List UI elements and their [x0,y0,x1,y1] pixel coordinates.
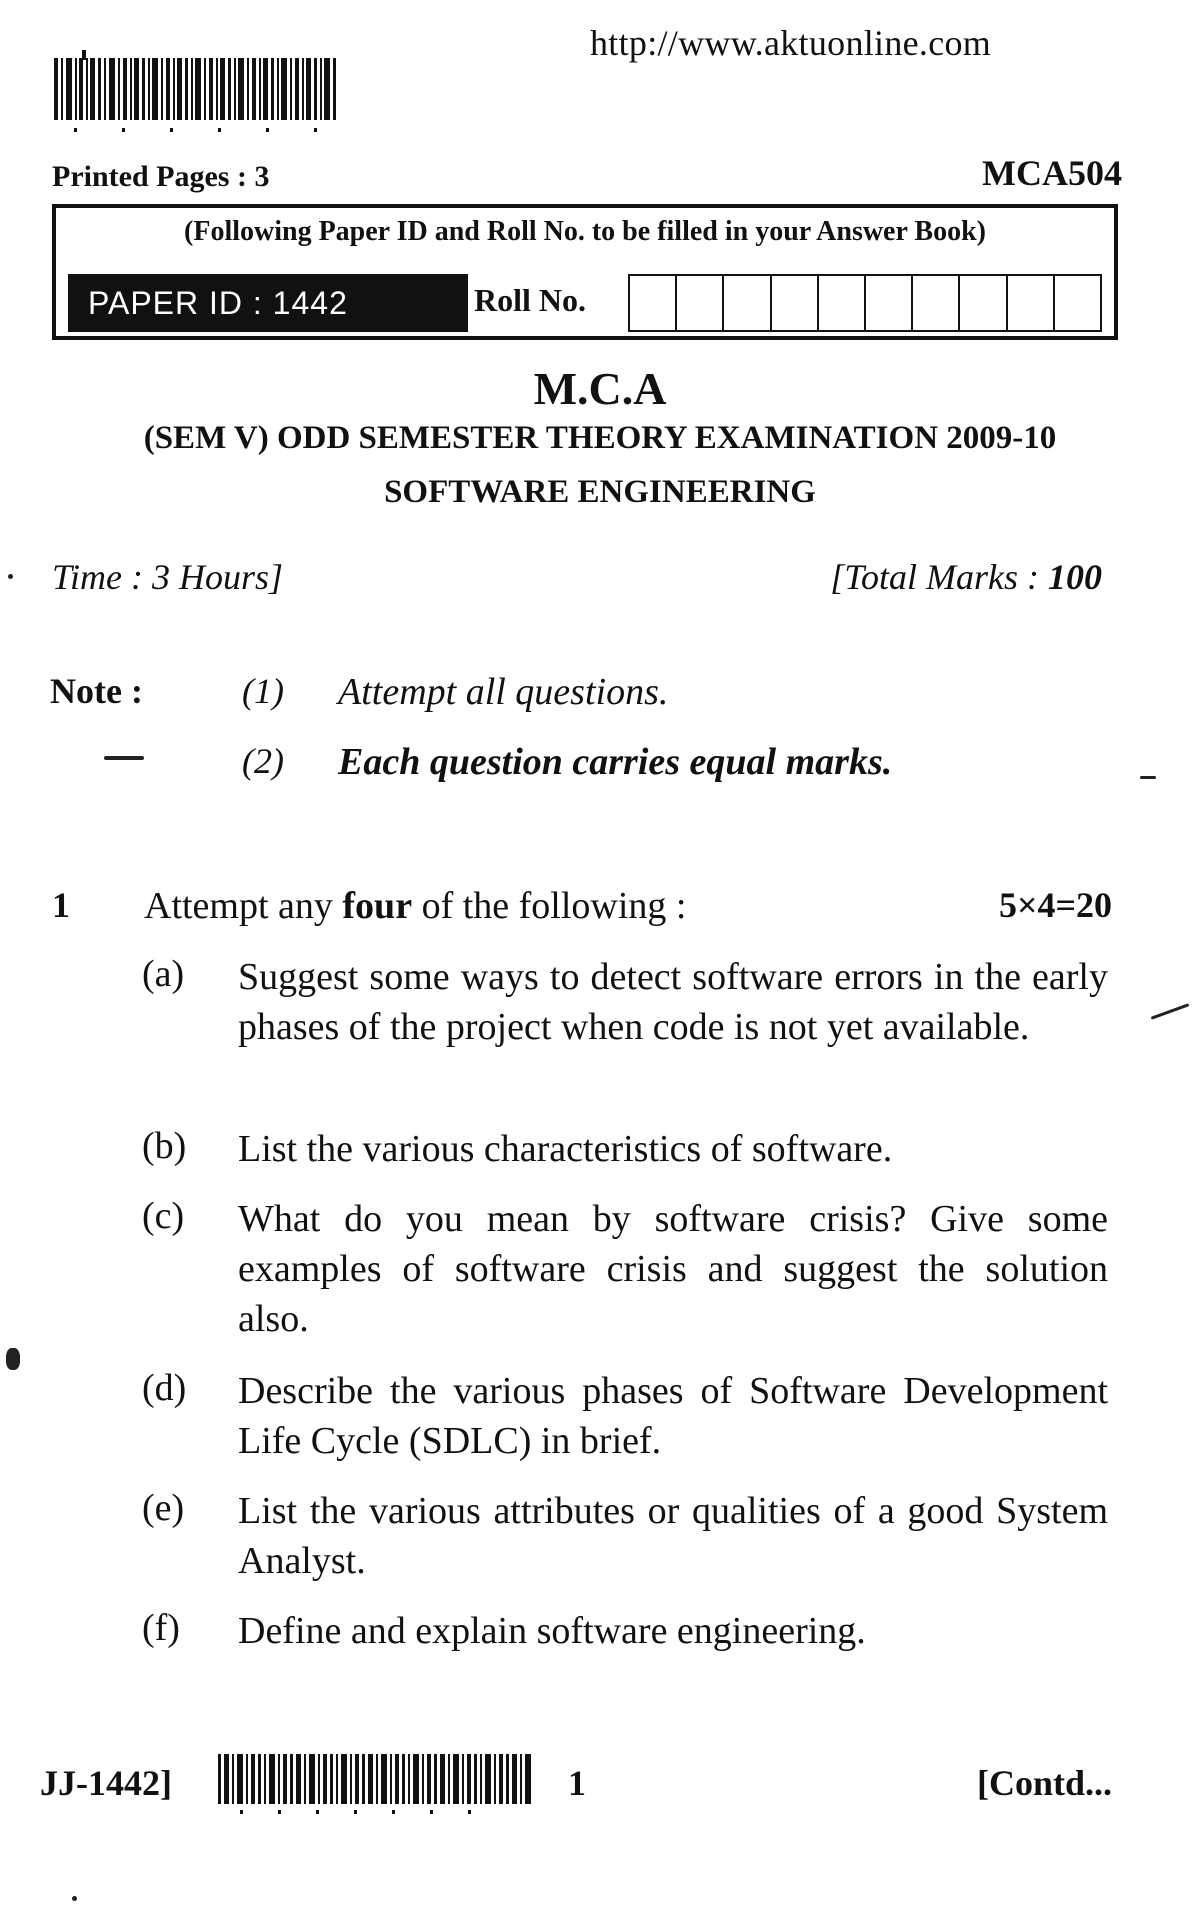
total-marks-prefix: [Total Marks : [830,557,1048,597]
sub-question-label: (a) [142,953,185,995]
scan-speck [8,574,13,579]
roll-no-cell [630,276,677,330]
total-marks [830,556,1102,598]
paper-id-box [52,204,1118,340]
roll-no-cell [1008,276,1055,330]
instruction-part: of the following : [412,885,687,927]
sub-question-text: Describe the various phases of Software Development Life Cycle (SDLC) in brief. [238,1370,1108,1462]
question-number: 1 [52,885,70,925]
total-marks-value: 100 [1048,557,1102,597]
sub-question-text: List the various attributes or qualities of a good System Analyst. [238,1490,1108,1582]
note-text: Each question carries equal marks. [338,741,893,783]
sub-question-label: (e) [142,1487,185,1529]
sub-question-label: (b) [142,1125,187,1167]
roll-no-label: Roll No. [474,282,586,318]
sub-question-text: Suggest some ways to detect software errors in the early phases of the project when code is not yet available. [238,956,1108,1048]
sub-question-text: List the various characteristics of software. [238,1128,893,1170]
roll-no-cell [819,276,866,330]
subject-title: SOFTWARE ENGINEERING [384,474,816,510]
continued-marker: [Contd... [976,1763,1112,1803]
roll-no-cell [960,276,1007,330]
scan-speck [1151,1003,1190,1019]
exam-title: (SEM V) ODD SEMESTER THEORY EXAMINATION 2009-10 [143,420,1057,456]
sub-question-text: What do you mean by software crisis? Give some examples of software crisis and suggest the solution also. [238,1198,1108,1340]
roll-no-cells [628,274,1102,332]
printed-pages: Printed Pages : 3 [52,160,270,193]
instruction-part: Attempt any [144,885,343,927]
course-title: M.C.A [533,363,667,414]
note-text: Attempt all questions. [338,671,669,713]
question-instruction [144,884,686,928]
scan-speck [6,1348,20,1370]
source-url: http://www.aktuonline.com [590,23,992,63]
barcode-top [52,50,342,138]
page-number: 1 [568,1763,586,1803]
note-number: (2) [242,741,284,781]
note-label: Note : [50,671,143,711]
instruction-count: four [342,885,413,927]
footer-paper-code: JJ-1442] [40,1763,172,1803]
roll-no-cell [677,276,724,330]
roll-no-cell [724,276,771,330]
barcode-bottom [218,1752,538,1820]
roll-no-cell [866,276,913,330]
roll-no-cell [913,276,960,330]
sub-question-label: (d) [142,1367,187,1409]
id-instruction: (Following Paper ID and Roll No. to be filled in your Answer Book) [184,216,986,247]
paper-code: MCA504 [982,153,1122,193]
sub-question-text: Define and explain software engineering. [238,1610,866,1652]
note-number: (1) [242,671,284,711]
scan-speck [104,756,144,760]
roll-no-cell [1055,276,1100,330]
time-allowed: Time : 3 Hours] [52,557,284,597]
sub-question-label: (f) [142,1607,180,1649]
scan-speck [1140,776,1156,779]
sub-question-label: (c) [142,1195,185,1237]
paper-id-badge: PAPER ID : 1442 [68,274,468,332]
scan-speck [72,1896,77,1901]
roll-no-cell [772,276,819,330]
question-marks: 5×4=20 [998,885,1112,925]
